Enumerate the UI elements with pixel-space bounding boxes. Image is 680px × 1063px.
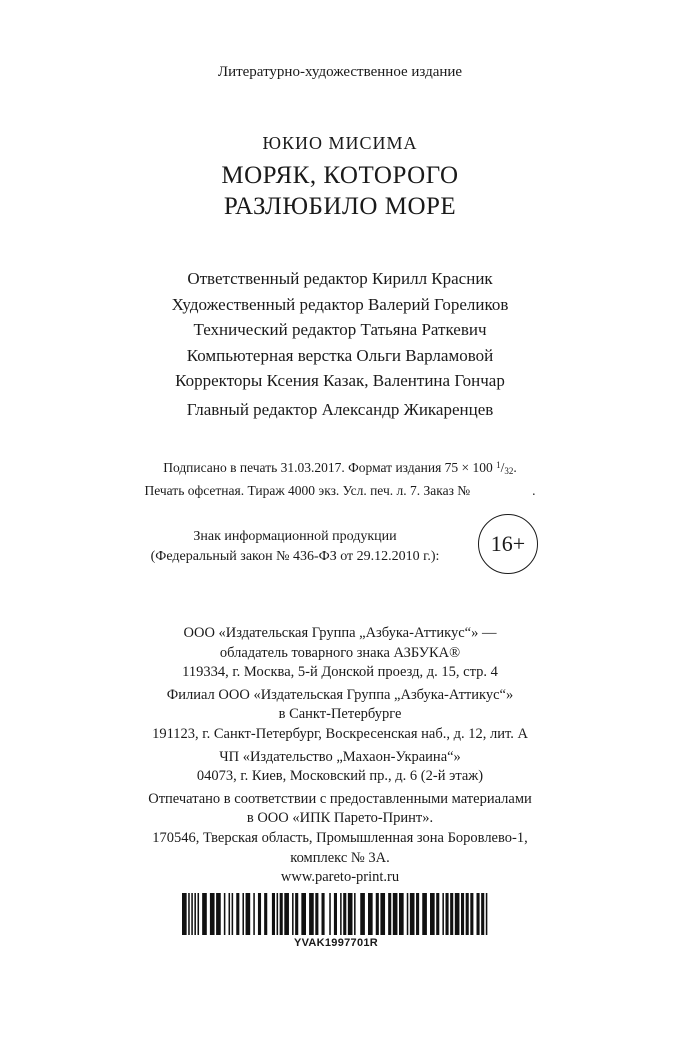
barcode-bar [224, 893, 226, 935]
barcode-bar [416, 893, 419, 935]
barcode-bar [422, 893, 427, 935]
barcode-bar [455, 893, 460, 935]
barcode-bar [466, 893, 469, 935]
book-title [0, 160, 680, 222]
book-title-line-1: МОРЯК, КОТОРОГО [221, 162, 459, 189]
barcode-bar [348, 893, 353, 935]
barcode-bar [322, 893, 325, 935]
print-info-line-1-end: . [513, 460, 517, 475]
genre-label: Литературно-художественное издание [217, 64, 463, 80]
barcode-bar [216, 893, 221, 935]
barcode-bar [301, 893, 306, 935]
print-info-line-1-text: Подписано в печать 31.03.2017. Формат издания 75 × 100 [163, 460, 493, 475]
barcode-bar [477, 893, 480, 935]
barcode-bar [258, 893, 261, 935]
barcode-bar [315, 893, 318, 935]
editor-proofreaders: Корректоры Ксения Казак, Валентина Гончар [175, 371, 505, 390]
author-name: ЮКИО МИСИМА [262, 133, 418, 153]
publisher-group-azbuka [0, 624, 680, 683]
publisher-line: обладатель товарного знака АЗБУКА® [219, 644, 461, 661]
barcode-bar [198, 893, 200, 935]
barcode-bars [182, 893, 490, 935]
print-info [0, 455, 680, 501]
publisher-group-makhaon [0, 748, 680, 787]
barcode-bar [188, 893, 190, 935]
barcode-bar [410, 893, 415, 935]
barcode-bar [399, 893, 404, 935]
printer-line: комплекс № 3А. [290, 849, 390, 866]
print-info-line-2-end: . [532, 483, 536, 498]
age-sign-line-1: Знак информационной продукции [193, 529, 397, 544]
age-sign-line-2: (Федеральный закон № 436-ФЗ от 29.12.2010 г.): [150, 549, 440, 564]
barcode-bar [246, 893, 251, 935]
publisher-line: 119334, г. Москва, 5-й Донской проезд, д. 15, стр. 4 [182, 664, 498, 681]
barcode-bar [229, 893, 231, 935]
barcode-bar [343, 893, 346, 935]
barcode-bar [388, 893, 391, 935]
barcode-bar [461, 893, 464, 935]
barcode-bar [354, 893, 356, 935]
publisher-group-spb-branch [0, 686, 680, 745]
printer-line: в ООО «ИПК Парето-Принт». [246, 810, 434, 827]
barcode-bar [292, 893, 294, 935]
printer-website: www.pareto-print.ru [280, 869, 400, 886]
print-info-line-2 [0, 481, 680, 501]
barcode-bar [329, 893, 331, 935]
barcode-bar [436, 893, 439, 935]
barcode [182, 893, 490, 949]
print-info-line-2-text: Печать офсетная. Тираж 4000 экз. Усл. печ. л. 7. Заказ № [144, 483, 471, 498]
printer-group [0, 790, 680, 888]
barcode-bar [340, 893, 342, 935]
barcode-bar [242, 893, 244, 935]
barcode-bar [309, 893, 314, 935]
editor-responsible: Ответственный редактор Кирилл Красник [187, 269, 493, 288]
barcode-bar [272, 893, 275, 935]
barcode-bar [376, 893, 379, 935]
barcode-bar [194, 893, 196, 935]
book-title-line-2: РАЗЛЮБИЛО МОРЕ [223, 193, 457, 220]
barcode-bar [295, 893, 298, 935]
barcode-bar [407, 893, 409, 935]
barcode-bar [253, 893, 255, 935]
barcode-bar [450, 893, 453, 935]
publisher-line: в Санкт-Петербурге [278, 706, 402, 723]
barcode-bar [284, 893, 289, 935]
format-fraction-numerator: 1 [496, 460, 501, 470]
print-info-line-1 [0, 455, 680, 481]
editor-art: Художественный редактор Валерий Гореликов [171, 294, 509, 314]
barcode-bar [486, 893, 488, 935]
barcode-code: YVAK1997701R [293, 937, 379, 949]
publisher-line: 191123, г. Санкт-Петербург, Воскресенская наб., д. 12, лит. А [152, 725, 528, 742]
printer-line: 170546, Тверская область, Промышленная зона Боровлево-1, [152, 829, 528, 846]
editor-layout: Компьютерная верстка Ольги Варламовой [186, 345, 494, 365]
barcode-bar [334, 893, 337, 935]
editor-technical: Технический редактор Татьяна Раткевич [193, 320, 487, 339]
publisher-line: ЧП «Издательство „Махаон-Украина“» [219, 748, 461, 765]
publisher-info [0, 624, 680, 891]
barcode-bar [430, 893, 435, 935]
age-rating-label: 16+ [490, 531, 526, 556]
publisher-line: Филиал ООО «Издательская Группа „Азбука-Аттикус“» [166, 686, 514, 703]
barcode-bar [280, 893, 283, 935]
format-fraction [496, 460, 513, 475]
age-sign-text [130, 527, 460, 567]
barcode-bar [446, 893, 449, 935]
barcode-bar [393, 893, 398, 935]
publisher-line: ООО «Издательская Группа „Азбука-Аттикус“» — [183, 625, 497, 641]
barcode-bar [236, 893, 239, 935]
age-rating-badge [478, 514, 538, 574]
barcode-bar [232, 893, 234, 935]
printer-line: Отпечатано в соответствии с предоставленными материалами [148, 790, 532, 807]
barcode-bar [202, 893, 207, 935]
barcode-bar [264, 893, 267, 935]
format-fraction-denominator: 32 [504, 466, 514, 476]
barcode-bar [368, 893, 373, 935]
barcode-bar [380, 893, 385, 935]
barcode-bar [277, 893, 279, 935]
barcode-bar [210, 893, 215, 935]
barcode-bar [442, 893, 444, 935]
barcode-bar [191, 893, 193, 935]
barcode-bar [481, 893, 484, 935]
chief-editor: Главный редактор Александр Жикаренцев [186, 400, 494, 419]
barcode-bar [182, 893, 187, 935]
editors-list [0, 266, 680, 394]
barcode-bar [470, 893, 473, 935]
publisher-line: 04073, г. Киев, Московский пр., д. 6 (2-й этаж) [196, 768, 484, 785]
barcode-bar [360, 893, 365, 935]
format-fraction-slash: / [500, 460, 505, 475]
